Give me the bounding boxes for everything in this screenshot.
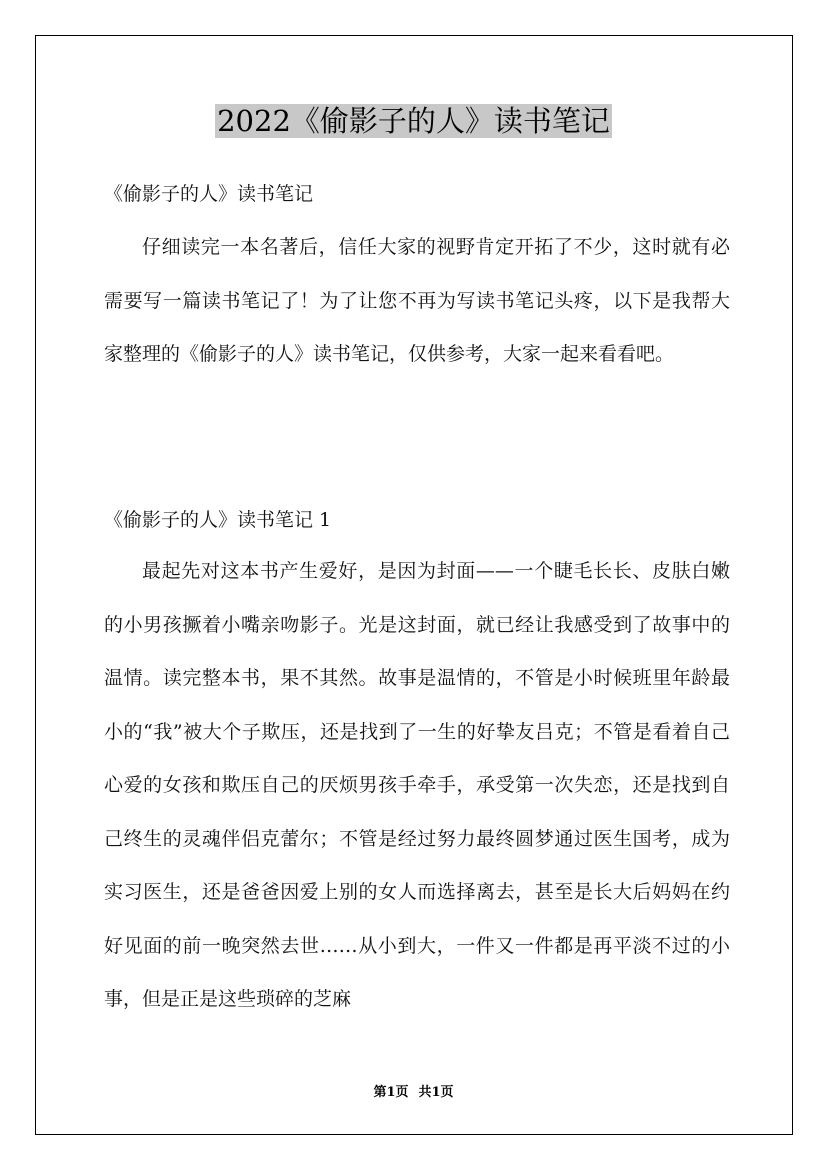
page-footer bbox=[0, 1084, 827, 1102]
intro-heading: 《偷影子的人》读书笔记 bbox=[104, 183, 314, 205]
section-heading: 《偷影子的人》读书笔记 1 bbox=[104, 509, 332, 531]
section-paragraph: 最起先对这本书产生爱好，是因为封面——一个睫毛长长、皮肤白嫩的小男孩撅着小嘴亲吻影子。光是这封面，就已经让我感受到了故事中的温情。读完整本书，果不其然。故事是温情的，不管是小时候班里年龄最小的“我”被大个子欺压，还是找到了一生的好挚友吕克；不管是看着自己心爱的女孩和欺压自己的厌烦男孩手牵手，承受第一次失恋，还是找到自己终生的灵魂伴侣克蕾尔；不管是经过努力最终圆梦通过医生国考，成为实习医生，还是爸爸因爱上别的女人而选择离去，甚至是长大后妈妈在约好见面的前一晚突然去世……从小到大，一件又一件都是再平淡不过的小事，但是正是这些琐碎的芝麻 bbox=[104, 560, 730, 1010]
document-title-text: 2022《偷影子的人》读书笔记 bbox=[217, 104, 610, 138]
intro-paragraph: 仔细读完一本名著后，信任大家的视野肯定开拓了不少，这时就有必需要写一篇读书笔记了！为了让您不再为写读书笔记头疼，以下是我帮大家整理的《偷影子的人》读书笔记，仅供参考，大家一起来看看吧。 bbox=[104, 236, 730, 365]
document-title bbox=[0, 100, 827, 142]
page-number: 第1页 bbox=[373, 1085, 409, 1100]
page-total: 共1页 bbox=[418, 1085, 454, 1100]
